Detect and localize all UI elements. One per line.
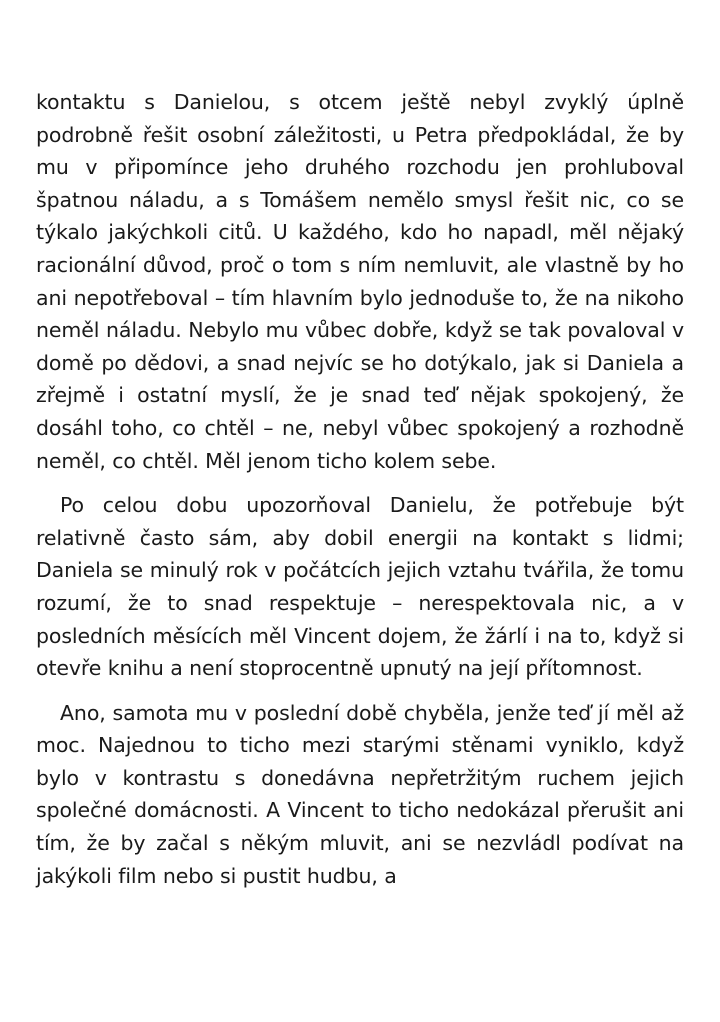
document-page [36,86,684,892]
paragraph-3: Ano, samota mu v poslední době chyběla, jenže teď jí měl až moc. Najednou to ticho mezi starými stěnami vyniklo, když bylo v kontrastu s donedávna nepřetržitým ruchem jejich společné domácnosti. A Vincent to ticho nedokázal přerušit ani tím, že by začal s někým mluvit, ani se nezvládl podívat na jakýkoli film nebo si pustit hudbu, a [36,700,684,888]
paragraph-2: Po celou dobu upozorňoval Danielu, že potřebuje být relativně často sám, aby dobil energii na kontakt s lidmi; Daniela se minulý rok v počátcích jejich vztahu tvářila, že tomu rozumí, že to snad respektuje – nerespektovala nic, a v posledních měsících měl Vincent dojem, že žárlí i na to, když si otevře knihu a není stoprocentně upnutý na její přítomnost. [36,493,684,681]
paragraph-1: kontaktu s Danielou, s otcem ještě nebyl zvyklý úplně podrobně řešit osobní záležitosti, u Petra předpokládal, že by mu v připomínce jeho druhého rozchodu jen prohluboval špatnou náladu, a s Tomášem nemělo smysl řešit nic, co se týkalo jakýchkoli citů. U každého, kdo ho napadl, měl nějaký racionální důvod, proč o tom s ním nemluvit, ale vlastně by ho ani nepotřeboval – tím hlavním bylo jednoduše to, že na nikoho neměl náladu. Nebylo mu vůbec dobře, když se tak povaloval v domě po dědovi, a snad nejvíc se ho dotýkalo, jak si Daniela a zřejmě i ostatní myslí, že je snad teď nějak spokojený, že dosáhl toho, co chtěl – ne, nebyl vůbec spokojený a rozhodně neměl, co chtěl. Měl jenom ticho kolem sebe. [36,90,684,473]
